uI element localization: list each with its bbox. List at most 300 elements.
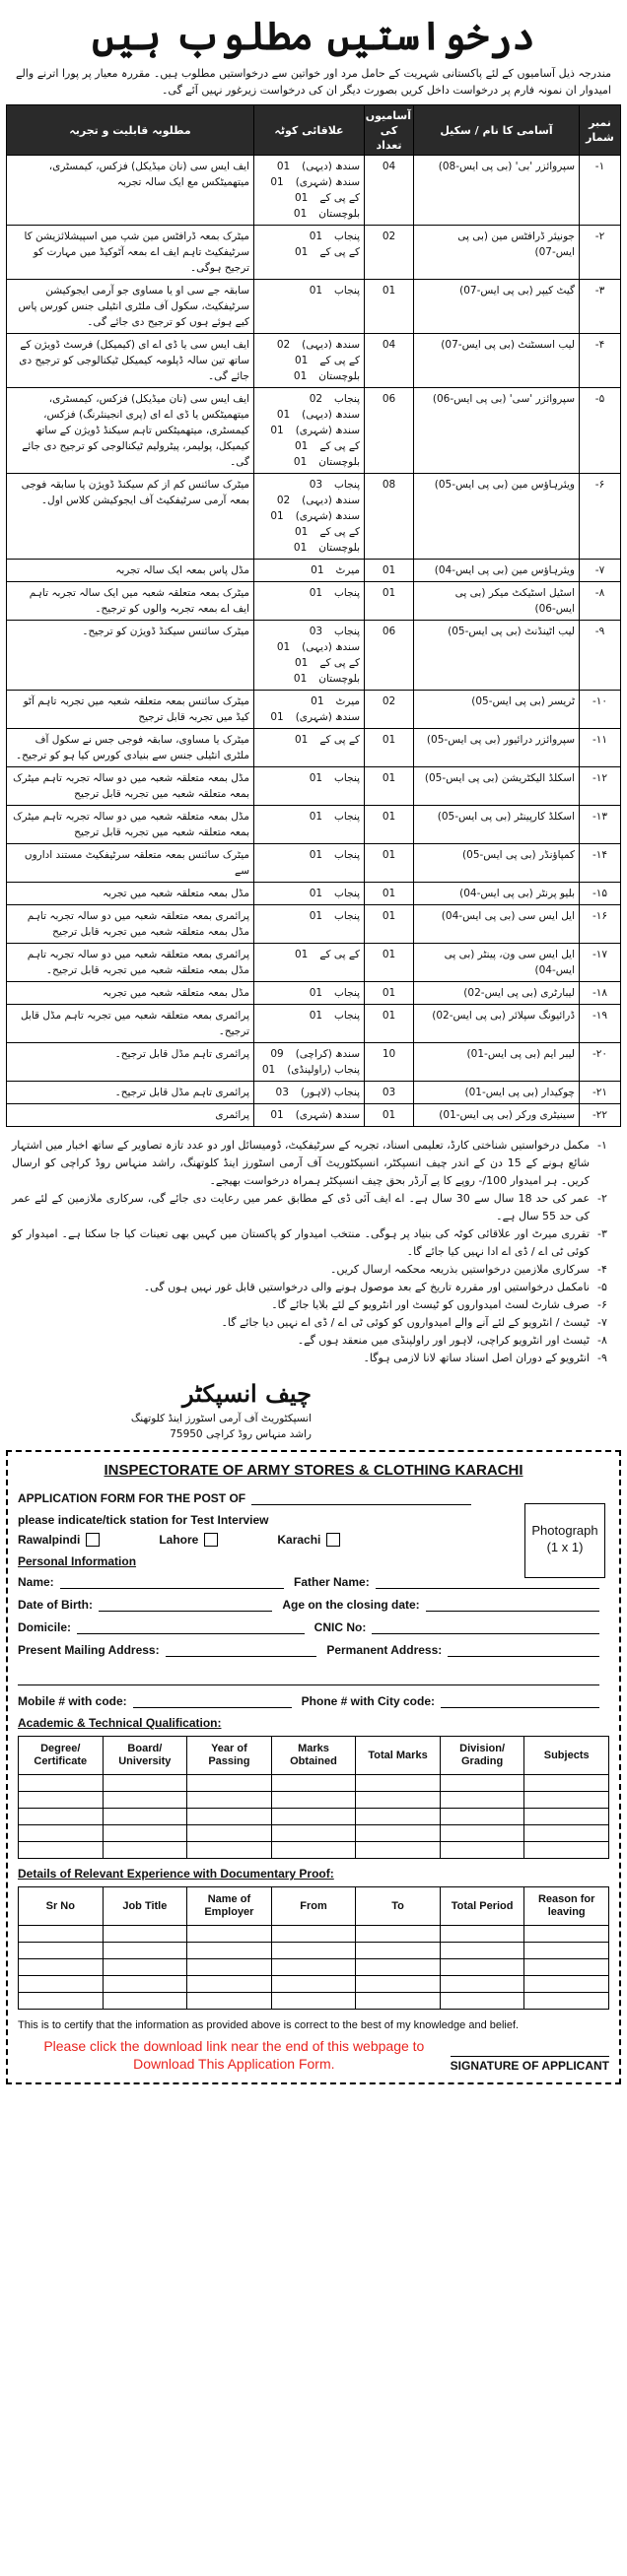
academic-cell[interactable] [187,1809,272,1825]
job-post: ڈرائیونگ سپلائر (بی پی ایس-02) [414,1005,580,1043]
job-row [7,1104,621,1127]
academic-col: Degree/ Certificate [19,1737,104,1775]
checkbox-karachi[interactable] [326,1533,340,1547]
experience-cell[interactable] [187,1976,272,1993]
job-count: 03 [365,1082,414,1104]
quota-line [258,353,360,368]
quota-number: 01 [295,734,309,746]
academic-cell[interactable] [356,1825,441,1842]
experience-cell[interactable] [524,1976,609,1993]
job-post: گیٹ کیپر (بی پی ایس-07) [414,280,580,334]
job-row [7,560,621,582]
job-count: 01 [365,560,414,582]
quota-line [258,585,360,601]
quota-number: 01 [309,772,323,784]
job-count: 02 [365,226,414,280]
job-qualification: مڈل بمعہ متعلقہ شعبہ میں دو سالہ تجربہ تاہم میٹرک بمعہ متعلقہ شعبہ میں تجربہ قابل ترجیح [7,767,254,806]
experience-cell[interactable] [440,1959,524,1976]
quota-number: 01 [293,673,308,685]
academic-cell[interactable] [524,1809,609,1825]
academic-cell[interactable] [187,1825,272,1842]
experience-cell[interactable] [440,1943,524,1959]
quota-line [258,562,360,578]
job-post: کمپاؤنڈر (بی پی ایس-05) [414,844,580,883]
age-label: Age on the closing date: [282,1598,420,1612]
checkbox-rawalpindi[interactable] [86,1533,100,1547]
quota-number: 01 [270,176,284,188]
quota-number: 01 [295,440,309,452]
experience-cell[interactable] [271,1943,356,1959]
job-advertisement [6,0,621,2084]
domicile-label: Domicile: [18,1620,72,1634]
quota-line [258,671,360,687]
job-row [7,806,621,844]
quota-line [258,694,360,709]
quota-line [258,283,360,298]
domicile-field[interactable] [77,1619,305,1634]
instruction-number: ۷- [597,1316,607,1329]
academic-cell[interactable] [271,1792,356,1809]
experience-col: Job Title [103,1887,187,1926]
quota-number: 01 [309,987,323,999]
academic-cell[interactable] [271,1842,356,1859]
experience-cell[interactable] [356,1959,441,1976]
quota-region: پنجاب (راولپنڈی) [287,1064,360,1076]
job-count: 01 [365,767,414,806]
instruction-item [12,1314,615,1332]
experience-cell[interactable] [356,1993,441,2010]
academic-row [19,1792,609,1809]
job-serial: ۲۰- [580,1043,621,1082]
experience-col: Sr No [19,1887,104,1926]
quota-line [258,190,360,206]
academic-cell[interactable] [187,1842,272,1859]
job-post: سپروائزر 'بی' (بی پی ایس-08) [414,156,580,226]
quota-line [258,454,360,470]
experience-col: Name of Employer [187,1887,272,1926]
experience-table [18,1886,609,2010]
quota-number: 01 [311,564,324,576]
experience-col: From [271,1887,356,1926]
academic-cell[interactable] [271,1775,356,1792]
job-row [7,582,621,621]
experience-cell[interactable] [524,1959,609,1976]
experience-cell[interactable] [356,1926,441,1943]
instruction-item [12,1279,615,1296]
academic-cell[interactable] [19,1842,104,1859]
instruction-text: صرف شارٹ لسٹ امیدواروں کو ٹیسٹ اور انٹرویو کے لئے بلایا جائے گا۔ [271,1298,590,1311]
job-qualification: سابقہ جے سی او یا مساوی جو آرمی ایجوکیشن سرٹیفکیٹ، سکول آف ملٹری انٹیلی جنس کورس پاس کیے ہوئے ہوں کو ترجیح دی جائے گی۔ [7,280,254,334]
job-serial: ۱۱- [580,729,621,767]
quota-region: بلوچستان [318,673,360,685]
academic-cell[interactable] [356,1792,441,1809]
academic-col: Board/ University [103,1737,187,1775]
job-row [7,905,621,944]
application-form [6,1450,621,2084]
job-quota [254,806,365,844]
job-count: 04 [365,156,414,226]
quota-region: پنجاب [334,888,360,899]
quota-line [258,524,360,540]
job-qualification: پرائمری [7,1104,254,1127]
academic-cell[interactable] [19,1792,104,1809]
academic-row [19,1825,609,1842]
download-notice[interactable] [18,2037,451,2073]
academic-cell[interactable] [19,1809,104,1825]
job-quota [254,280,365,334]
personal-info-heading: Personal Information [18,1554,137,1568]
address-continuation-field[interactable] [18,1671,599,1685]
quota-number: 01 [270,1109,284,1121]
academic-cell[interactable] [356,1809,441,1825]
quota-region: سندھ (شہری) [295,176,360,188]
quota-line [258,886,360,901]
job-serial: ۱۰- [580,691,621,729]
job-count: 01 [365,1104,414,1127]
job-post: ایل ایس سی (بی پی ایس-04) [414,905,580,944]
academic-table [18,1736,609,1859]
job-post: لیبر ایم (بی پی ایس-01) [414,1043,580,1082]
experience-cell[interactable] [19,1976,104,1993]
job-post: سپروائزر 'سی' (بی پی ایس-06) [414,388,580,474]
job-row [7,844,621,883]
academic-cell[interactable] [356,1775,441,1792]
academic-cell[interactable] [187,1792,272,1809]
academic-heading: Academic & Technical Qualification: [18,1716,222,1730]
quota-number: 01 [309,1010,323,1022]
photo-box[interactable] [524,1503,605,1578]
academic-cell[interactable] [524,1775,609,1792]
experience-col: Total Period [440,1887,524,1926]
dob-label: Date of Birth: [18,1598,93,1612]
experience-cell[interactable] [187,1943,272,1959]
quota-number: 01 [311,695,324,707]
job-count: 02 [365,691,414,729]
experience-cell[interactable] [187,1993,272,2010]
quota-number: 01 [293,542,308,554]
photo-size: (1 x 1) [546,1540,584,1554]
job-quota [254,621,365,691]
cnic-label: CNIC No: [314,1620,367,1634]
quota-line [258,1008,360,1024]
academic-cell[interactable] [440,1809,524,1825]
academic-cell[interactable] [440,1825,524,1842]
quota-line [258,391,360,407]
experience-cell[interactable] [356,1943,441,1959]
experience-cell[interactable] [103,1943,187,1959]
job-serial: ۱۶- [580,905,621,944]
experience-cell[interactable] [19,1959,104,1976]
academic-cell[interactable] [103,1809,187,1825]
job-quota [254,844,365,883]
quota-number: 01 [295,949,309,960]
quota-number: 01 [309,849,323,861]
dob-field[interactable] [99,1597,272,1612]
quota-line [258,624,360,639]
job-qualification: میٹرک سائنس سیکنڈ ڈویژن کو ترجیح۔ [7,621,254,691]
station-karachi[interactable] [277,1533,340,1547]
quota-region: پنجاب [334,393,360,405]
jobs-table [6,104,621,1127]
col-post: آسامی کا نام / سکیل [414,105,580,156]
experience-table-header [19,1887,609,1926]
academic-cell[interactable] [524,1842,609,1859]
academic-cell[interactable] [271,1809,356,1825]
experience-cell[interactable] [19,1993,104,2010]
experience-row [19,1943,609,1959]
permanent-address-label: Permanent Address: [326,1643,443,1657]
job-serial: ۲۱- [580,1082,621,1104]
experience-cell[interactable] [524,1993,609,2010]
quota-region: سندھ (دیہی) [302,641,360,653]
job-serial: ۶- [580,474,621,560]
job-serial: ۱- [580,156,621,226]
job-quota [254,474,365,560]
quota-region: سندھ (شہری) [295,510,360,522]
instruction-number: ۵- [597,1281,607,1293]
job-post: اسکلڈ الیکٹریشن (بی پی ایس-05) [414,767,580,806]
instruction-text: نامکمل درخواستیں اور مقررہ تاریخ کے بعد موصول ہونے والی درخواستیں قابل غور نہیں ہوں گی۔ [143,1281,590,1293]
experience-cell[interactable] [440,1926,524,1943]
quota-region: پنجاب [334,987,360,999]
job-quota [254,560,365,582]
quota-number: 09 [270,1048,284,1060]
quota-line [258,908,360,924]
quota-number: 01 [309,811,323,823]
quota-region: کے پی کے [319,192,360,204]
job-row [7,729,621,767]
job-count: 01 [365,905,414,944]
academic-cell[interactable] [103,1842,187,1859]
job-serial: ۱۹- [580,1005,621,1043]
academic-cell[interactable] [440,1775,524,1792]
quota-region: پنجاب [334,479,360,491]
academic-cell[interactable] [187,1775,272,1792]
job-qualification: پرائمری بمعہ متعلقہ شعبہ میں دو سالہ تجربہ تاہم مڈل بمعہ متعلقہ شعبہ میں تجربہ قابل ترجیح [7,905,254,944]
col-quota: علاقائی کوٹہ [254,105,365,156]
quota-line [258,159,360,174]
quota-region: سندھ (شہری) [295,711,360,723]
job-row [7,883,621,905]
quota-region: کے پی کے [319,355,360,366]
experience-cell[interactable] [103,1959,187,1976]
academic-cell[interactable] [440,1842,524,1859]
job-quota [254,982,365,1005]
academic-cell[interactable] [356,1842,441,1859]
quota-number: 03 [309,626,323,637]
permanent-address-field[interactable] [448,1642,599,1657]
quota-number: 03 [309,479,323,491]
download-line-2: Download This Application Form. [133,2056,335,2072]
job-quota [254,388,365,474]
experience-cell[interactable] [19,1943,104,1959]
checkbox-lahore[interactable] [204,1533,218,1547]
academic-col: Marks Obtained [271,1737,356,1775]
job-qualification: ایف ایس سی (نان میڈیکل) فزکس، کیمسٹری، میتھمیٹکس یا ڈی اے ای (پری انجینئرنگ) فزکس، کیمسٹری، میتھمیٹکس تاہم سیکنڈ ڈویژن کے ساتھ کیمیکل، پولیمر، پیٹرولیم ٹیکنالوجی کو ترجیح دی جائے گی۔ [7,388,254,474]
academic-cell[interactable] [524,1792,609,1809]
job-qualification: میٹرک یا مساوی، سابقہ فوجی جس نے سکول آف ملٹری انٹیلی جنس سے بنیادی کورس کیا ہو کو ترجیح۔ [7,729,254,767]
quota-line [258,639,360,655]
job-serial: ۹- [580,621,621,691]
job-quota [254,944,365,982]
academic-cell[interactable] [19,1825,104,1842]
quota-line [258,1107,360,1123]
academic-cell[interactable] [524,1825,609,1842]
experience-cell[interactable] [440,1976,524,1993]
experience-cell[interactable] [524,1943,609,1959]
quota-line [258,337,360,353]
phone-field[interactable] [441,1693,599,1708]
experience-cell[interactable] [19,1926,104,1943]
col-count: آسامیوں کی تعداد [365,105,414,156]
experience-cell[interactable] [103,1993,187,2010]
quota-number: 01 [309,910,323,922]
job-serial: ۱۸- [580,982,621,1005]
instruction-number: ۸- [597,1334,607,1347]
quota-number: 01 [270,510,284,522]
quota-region: کے پی کے [319,246,360,258]
quota-line [258,174,360,190]
job-count: 01 [365,944,414,982]
quota-line [258,1046,360,1062]
instruction-number: ۴- [597,1263,607,1276]
experience-cell[interactable] [440,1993,524,2010]
job-qualification: پرائمری تاہم مڈل قابل ترجیح۔ [7,1043,254,1082]
experience-cell[interactable] [187,1959,272,1976]
quota-number: 01 [270,711,284,723]
applicant-signature: SIGNATURE OF APPLICANT [451,2056,609,2073]
instruction-item [12,1261,615,1279]
job-quota [254,729,365,767]
job-post: ویئرہاؤس مین (بی پی ایس-04) [414,560,580,582]
job-qualification: پرائمری بمعہ متعلقہ شعبہ میں دو سالہ تجربہ تاہم مڈل بمعہ متعلقہ شعبہ میں تجربہ قابل ترجیح۔ [7,944,254,982]
mobile-field[interactable] [133,1693,292,1708]
academic-cell[interactable] [103,1775,187,1792]
quota-number: 01 [276,161,291,172]
job-post: جونیئر ڈرافٹس مین (بی پی ایس-07) [414,226,580,280]
experience-cell[interactable] [271,1976,356,1993]
quota-number: 01 [295,246,309,258]
quota-line [258,493,360,508]
present-address-field[interactable] [166,1642,317,1657]
job-qualification: پرائمری بمعہ متعلقہ شعبہ میں تجربہ تاہم مڈل قابل ترجیح۔ [7,1005,254,1043]
job-row [7,1043,621,1082]
cnic-field[interactable] [372,1619,599,1634]
job-qualification: میٹرک بمعہ ڈرافٹس مین شپ میں اسپیشلائزیشن کا سرٹیفکیٹ تاہم ایف اے بمعہ آٹوکیڈ میں مہارت کو ترجیح ہوگی۔ [7,226,254,280]
station-lahore[interactable] [159,1533,218,1547]
job-row [7,691,621,729]
job-serial: ۱۷- [580,944,621,982]
experience-cell[interactable] [356,1976,441,1993]
job-post: سپروائزر درائیور (بی پی ایس-05) [414,729,580,767]
experience-cell[interactable] [271,1959,356,1976]
present-address-label: Present Mailing Address: [18,1643,160,1657]
issuer-line-1: انسپکٹوریٹ آف آرمی اسٹورز اینڈ کلوتھنگ [130,1413,312,1424]
station-label: Lahore [159,1533,199,1547]
experience-cell[interactable] [187,1926,272,1943]
academic-row [19,1809,609,1825]
experience-row [19,1976,609,1993]
job-count: 08 [365,474,414,560]
experience-cell[interactable] [271,1993,356,2010]
instructions-list [6,1137,621,1367]
instruction-item [12,1225,615,1261]
quota-region: پنجاب [334,1010,360,1022]
quota-region: پنجاب [334,626,360,637]
name-field[interactable] [60,1574,284,1589]
academic-col: Total Marks [356,1737,441,1775]
quota-line [258,508,360,524]
job-quota [254,582,365,621]
job-count: 01 [365,844,414,883]
post-field[interactable] [251,1490,471,1505]
job-quota [254,226,365,280]
academic-cell[interactable] [103,1792,187,1809]
job-qualification: مڈل پاس بمعہ ایک سالہ تجربہ [7,560,254,582]
quota-region: سندھ (شہری) [295,425,360,436]
academic-cell[interactable] [103,1825,187,1842]
quota-line [258,770,360,786]
job-count: 01 [365,1005,414,1043]
mobile-label: Mobile # with code: [18,1694,127,1708]
job-row [7,1082,621,1104]
quota-line [258,244,360,260]
academic-cell[interactable] [440,1792,524,1809]
age-field[interactable] [426,1597,599,1612]
job-post: بلیو پرنٹر (بی پی ایس-04) [414,883,580,905]
experience-cell[interactable] [103,1926,187,1943]
experience-row [19,1959,609,1976]
station-label: Karachi [277,1533,321,1547]
job-row [7,334,621,388]
instruction-number: ۳- [597,1227,607,1240]
quota-number: 01 [270,425,284,436]
academic-cell[interactable] [19,1775,104,1792]
experience-heading: Details of Relevant Experience with Documentary Proof: [18,1867,334,1881]
job-quota [254,691,365,729]
job-serial: ۸- [580,582,621,621]
quota-number: 01 [293,456,308,468]
job-quota [254,883,365,905]
quota-region: سندھ (دیہی) [302,495,360,506]
instruction-number: ۲- [597,1192,607,1205]
experience-cell[interactable] [271,1926,356,1943]
experience-table-body [19,1926,609,2010]
station-note: please indicate/tick station for Test Interview [18,1513,269,1527]
job-post: ویئرہاؤس مین (بی پی ایس-05) [414,474,580,560]
academic-cell[interactable] [271,1825,356,1842]
quota-line [258,407,360,423]
station-options [18,1533,471,1547]
instruction-number: ۱- [597,1139,607,1152]
experience-cell[interactable] [524,1926,609,1943]
instruction-item [12,1296,615,1314]
job-qualification: مڈل بمعہ متعلقہ شعبہ میں تجربہ [7,883,254,905]
form-title: INSPECTORATE OF ARMY STORES & CLOTHING KARACHI [104,1462,523,1479]
quota-line [258,1085,360,1100]
quota-number: 01 [295,657,309,669]
station-rawalpindi[interactable] [18,1533,100,1547]
job-count: 06 [365,388,414,474]
job-quota [254,1082,365,1104]
quota-region: سندھ (دیہی) [302,409,360,421]
job-serial: ۱۵- [580,883,621,905]
academic-table-body [19,1775,609,1859]
job-serial: ۱۳- [580,806,621,844]
job-row [7,156,621,226]
experience-cell[interactable] [103,1976,187,1993]
quota-region: پنجاب [334,231,360,242]
